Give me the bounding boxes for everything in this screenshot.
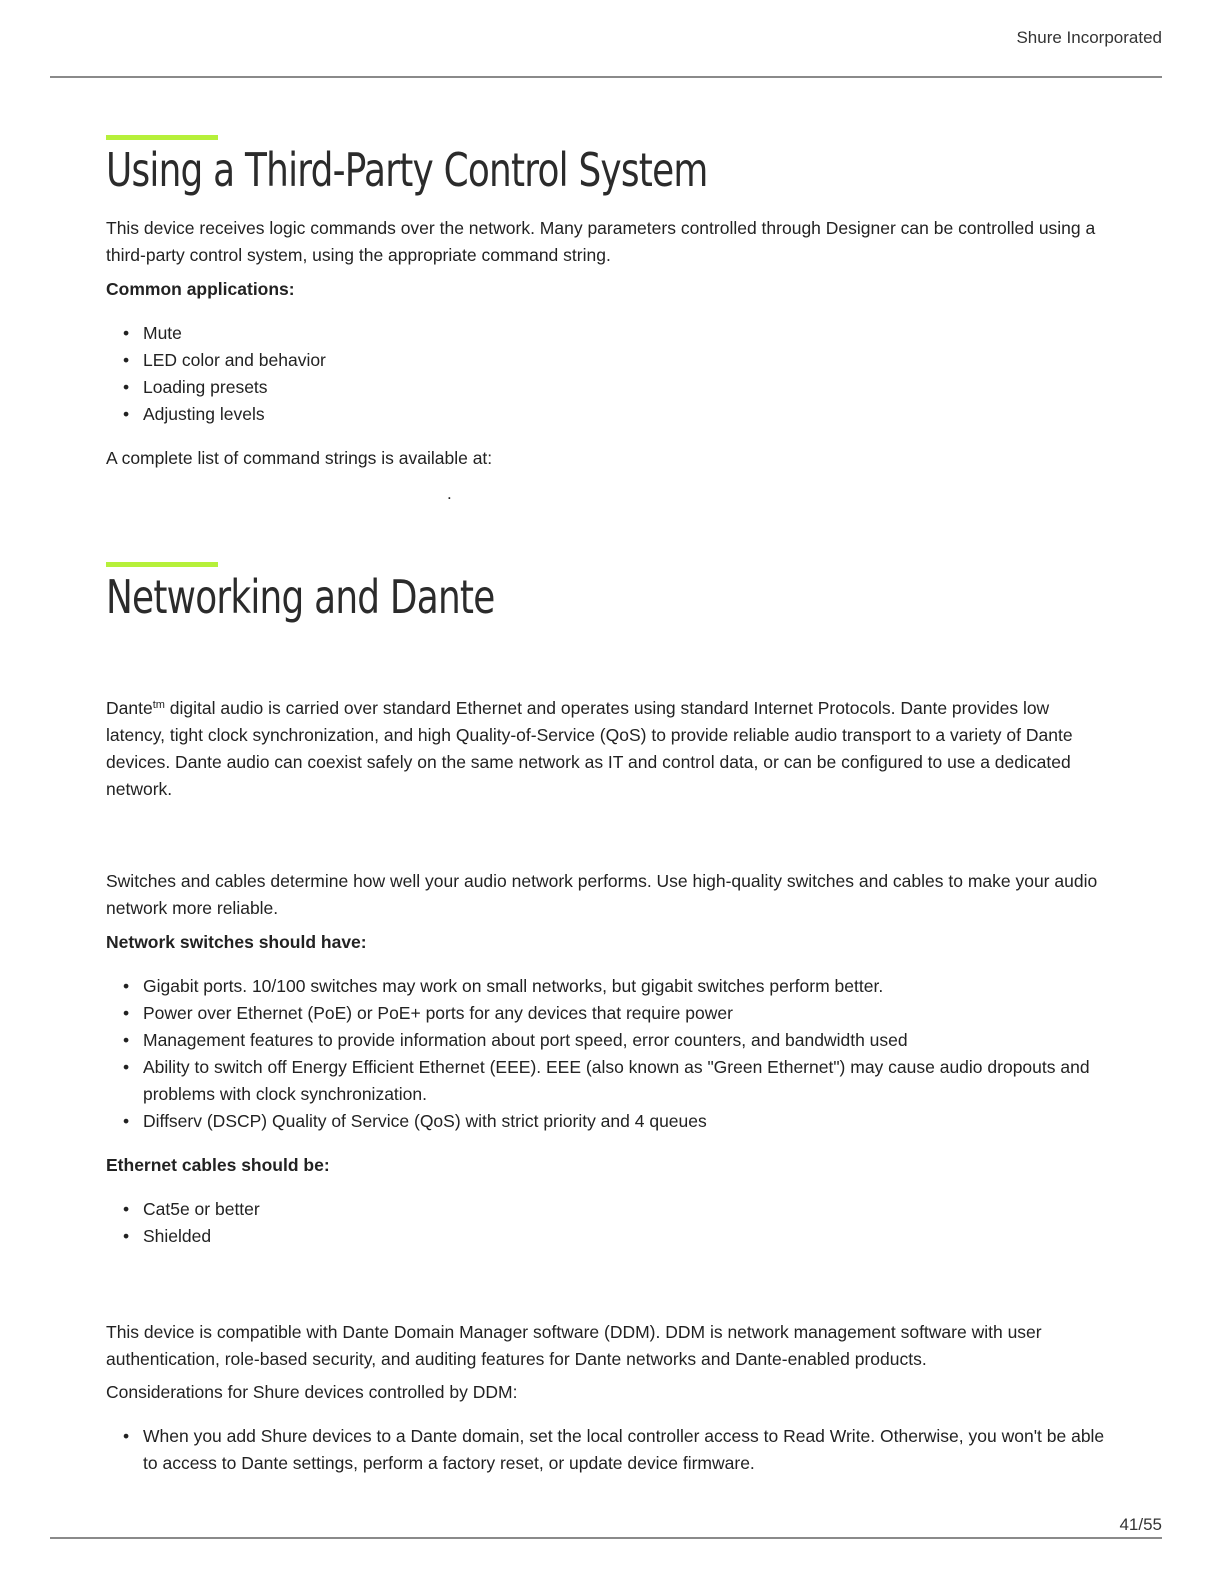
list-item: • Cat5e or better [106,1196,1110,1223]
list-item: • When you add Shure devices to a Dante domain, set the local controller access to Read Write. Otherwise, you won't be able to access to Dante settings, perform a factory reset, or update device firmware. [106,1423,1110,1477]
list-item: • Diffserv (DSCP) Quality of Service (QoS) with strict priority and 4 queues [106,1108,1110,1135]
list-item: • Management features to provide information about port speed, error counters, and bandwidth used [106,1027,1110,1054]
switches-intro-paragraph: Switches and cables determine how well your audio network performs. Use high-quality switches and cables to make your audio network more reliable. [106,871,1098,918]
dante-intro-text: digital audio is carried over standard Ethernet and operates using standard Internet Protocols. Dante provides low latency, tight clock synchronization, and high Quality-of-Service (QoS) to provide reliable audio transport to a variety of Dante devices. Dante audio can coexist safely on the same network as IT and control data, or can be configured to use a dedicated network. [106,698,1073,799]
footer-rule [50,1537,1162,1539]
ddm-considerations-label: Considerations for Shure devices controlled by DDM: [106,1382,518,1402]
list-item: • Mute [106,320,1110,347]
command-strings-paragraph: A complete list of command strings is available at: [106,448,493,468]
section-heading-networking-dante: Networking and Dante [106,570,495,624]
ddm-intro-paragraph: This device is compatible with Dante Domain Manager software (DDM). DDM is network management software with user authentication, role-based security, and auditing features for Dante networks and Dante-enabled products. [106,1322,1042,1369]
ethernet-cables-label: Ethernet cables should be: [106,1155,330,1175]
list-item: • LED color and behavior [106,347,1110,374]
ethernet-cables-list [106,1196,1110,1250]
header-rule [50,76,1162,78]
list-item: • Shielded [106,1223,1110,1250]
ddm-considerations-list [106,1423,1110,1477]
dante-intro-paragraph [106,692,1110,803]
third-party-intro-paragraph: This device receives logic commands over the network. Many parameters controlled through Designer can be controlled using a third-party control system, using the appropriate command string. [106,218,1096,265]
command-strings-link-end[interactable]: . [447,484,452,503]
page-number: 41/55 [1119,1515,1162,1534]
list-item: • Ability to switch off Energy Efficient Ethernet (EEE). EEE (also known as "Green Ethernet") may cause audio dropouts and problems with clock synchronization. [106,1054,1110,1108]
trademark-mark: tm [152,699,165,711]
common-applications-list [106,320,1110,428]
common-applications-label: Common applications: [106,279,295,299]
list-item: • Power over Ethernet (PoE) or PoE+ ports for any devices that require power [106,1000,1110,1027]
network-switches-list [106,973,1110,1135]
list-item: • Loading presets [106,374,1110,401]
section-accent-bar [106,135,218,140]
section-heading-third-party-control: Using a Third-Party Control System [106,143,708,197]
list-item: • Gigabit ports. 10/100 switches may work on small networks, but gigabit switches perform better. [106,973,1110,1000]
section-accent-bar [106,562,218,567]
list-item: • Adjusting levels [106,401,1110,428]
network-switches-label: Network switches should have: [106,932,367,952]
page-header-brand: Shure Incorporated [1016,28,1162,47]
dante-word: Dante [106,698,153,718]
